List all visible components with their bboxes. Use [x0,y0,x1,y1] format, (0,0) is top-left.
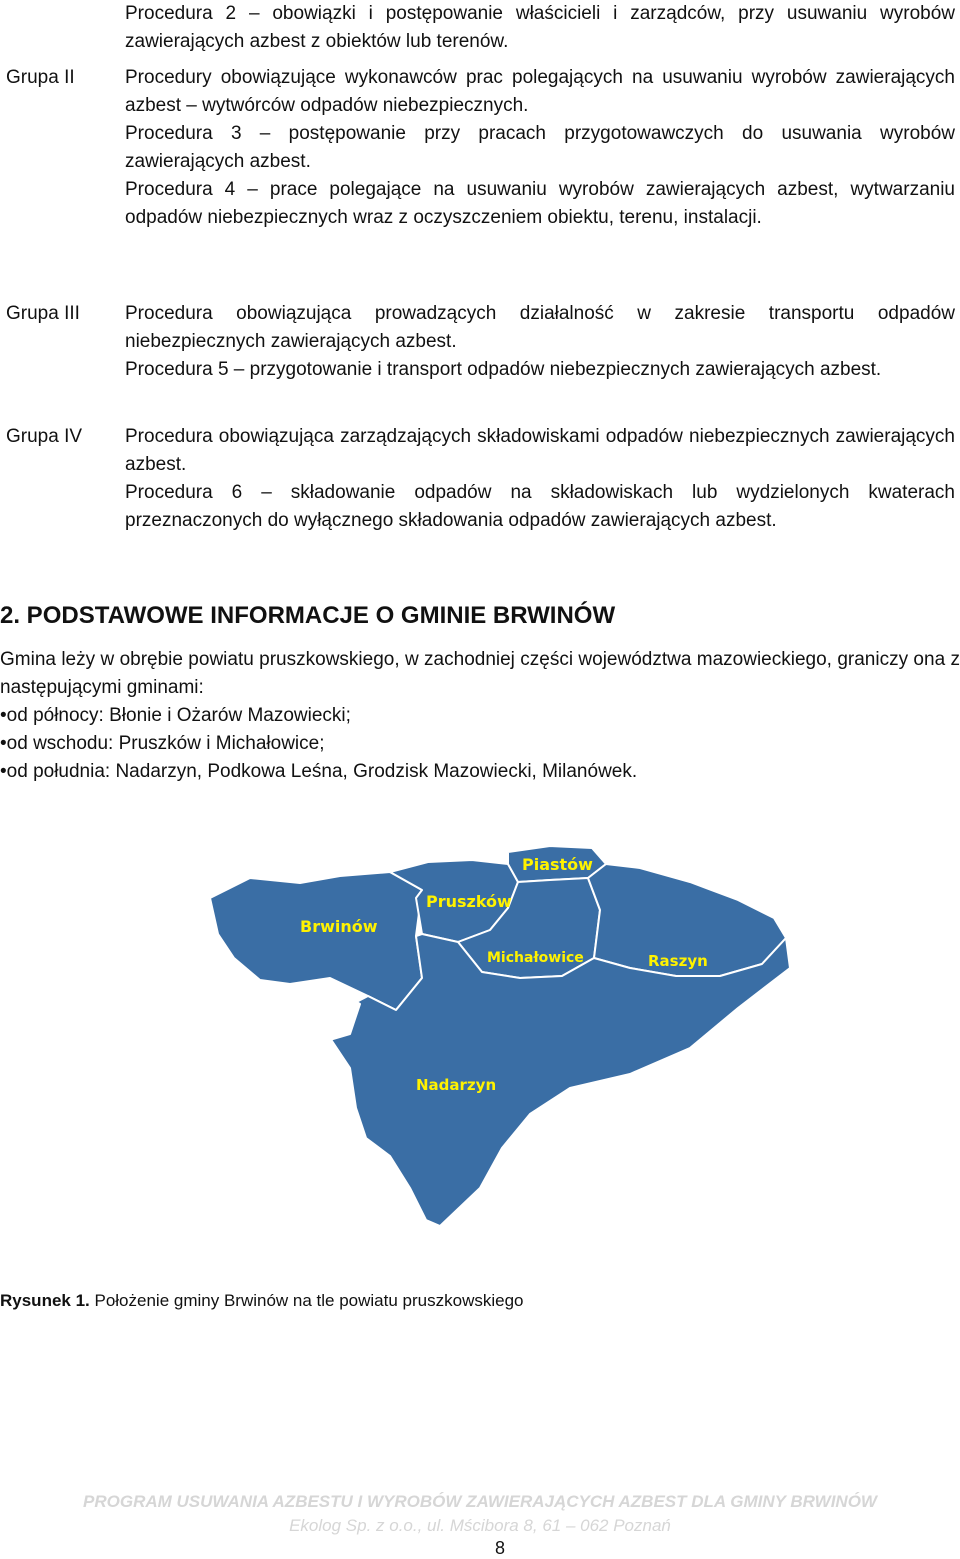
map-label-raszyn: Raszyn [648,952,708,970]
page-number: 8 [494,1538,505,1558]
group-label: Grupa III [6,303,80,324]
list-item: •od wschodu: Pruszków i Michałowice; [0,733,325,754]
map-label-nadarzyn: Nadarzyn [416,1076,497,1094]
procedure-paragraph: Procedura obowiązująca zarządzających składowiskami odpadów niebezpiecznych zawierających azbest. [125,426,955,475]
border-list [0,702,960,786]
procedure-paragraph: Procedura 4 – prace polegające na usuwaniu wyrobów zawierających azbest, wytwarzaniu odpadów niebezpiecznych wraz z oczyszczeniem obiektu, terenu, instalacji. [125,179,955,228]
district-map [190,838,790,1233]
procedure-paragraph: Procedura 6 – składowanie odpadów na składowiskach lub wydzielonych kwaterach przeznaczonych do wyłącznego składowania odpadów zawierających azbest. [125,482,955,531]
figure-caption [0,1289,523,1313]
caption-label: Rysunek 1. [0,1291,90,1310]
group-label: Grupa II [6,67,75,88]
procedure-paragraph: Procedury obowiązujące wykonawców prac polegających na usuwaniu wyrobów zawierających azbest – wytwórców odpadów niebezpiecznych. [125,67,955,116]
region-enclave [234,986,360,1044]
map-label-piastow: Piastów [522,855,593,874]
map-label-brwinow: Brwinów [300,917,378,936]
group-body [125,423,955,535]
list-item: •od północy: Błonie i Ożarów Mazowiecki; [0,705,351,726]
caption-text: Położenie gminy Brwinów na tle powiatu pruszkowskiego [89,1291,524,1310]
footer-title: PROGRAM USUWANIA AZBESTU I WYROBÓW ZAWIERAJĄCYCH AZBEST DLA GMINY BRWINÓW [83,1492,877,1511]
map-label-michalowice: Michałowice [487,950,584,966]
group-label: Grupa IV [6,426,83,447]
group-body [125,64,955,232]
procedure-paragraph: Procedura 5 – przygotowanie i transport odpadów niebezpiecznych zawierających azbest. [125,359,882,380]
list-item: •od południa: Nadarzyn, Podkowa Leśna, Grodzisk Mazowiecki, Milanówek. [0,761,638,782]
group-body [125,300,955,384]
procedure-paragraph: Procedura obowiązująca prowadzących działalność w zakresie transportu odpadów niebezpiecznych zawierających azbest. [125,303,955,352]
section-intro: Gmina leży w obrębie powiatu pruszkowskiego, w zachodniej części województwa mazowieckiego, graniczy ona z następującymi gminami: [0,649,960,698]
procedure-paragraph: Procedura 2 – obowiązki i postępowanie właścicieli i zarządców, przy usuwaniu wyrobów zawierających azbest z obiektów lub terenów. [125,3,955,52]
group-body [125,0,955,56]
footer-address: Ekolog Sp. z o.o., ul. Mścibora 8, 61 – 062 Poznań [289,1516,671,1535]
procedure-paragraph: Procedura 3 – postępowanie przy pracach przygotowawczych do usuwania wyrobów zawierających azbest. [125,123,955,172]
section-heading: 2. PODSTAWOWE INFORMACJE O GMINIE BRWINÓW [0,602,616,629]
map-label-pruszkow: Pruszków [426,892,512,911]
